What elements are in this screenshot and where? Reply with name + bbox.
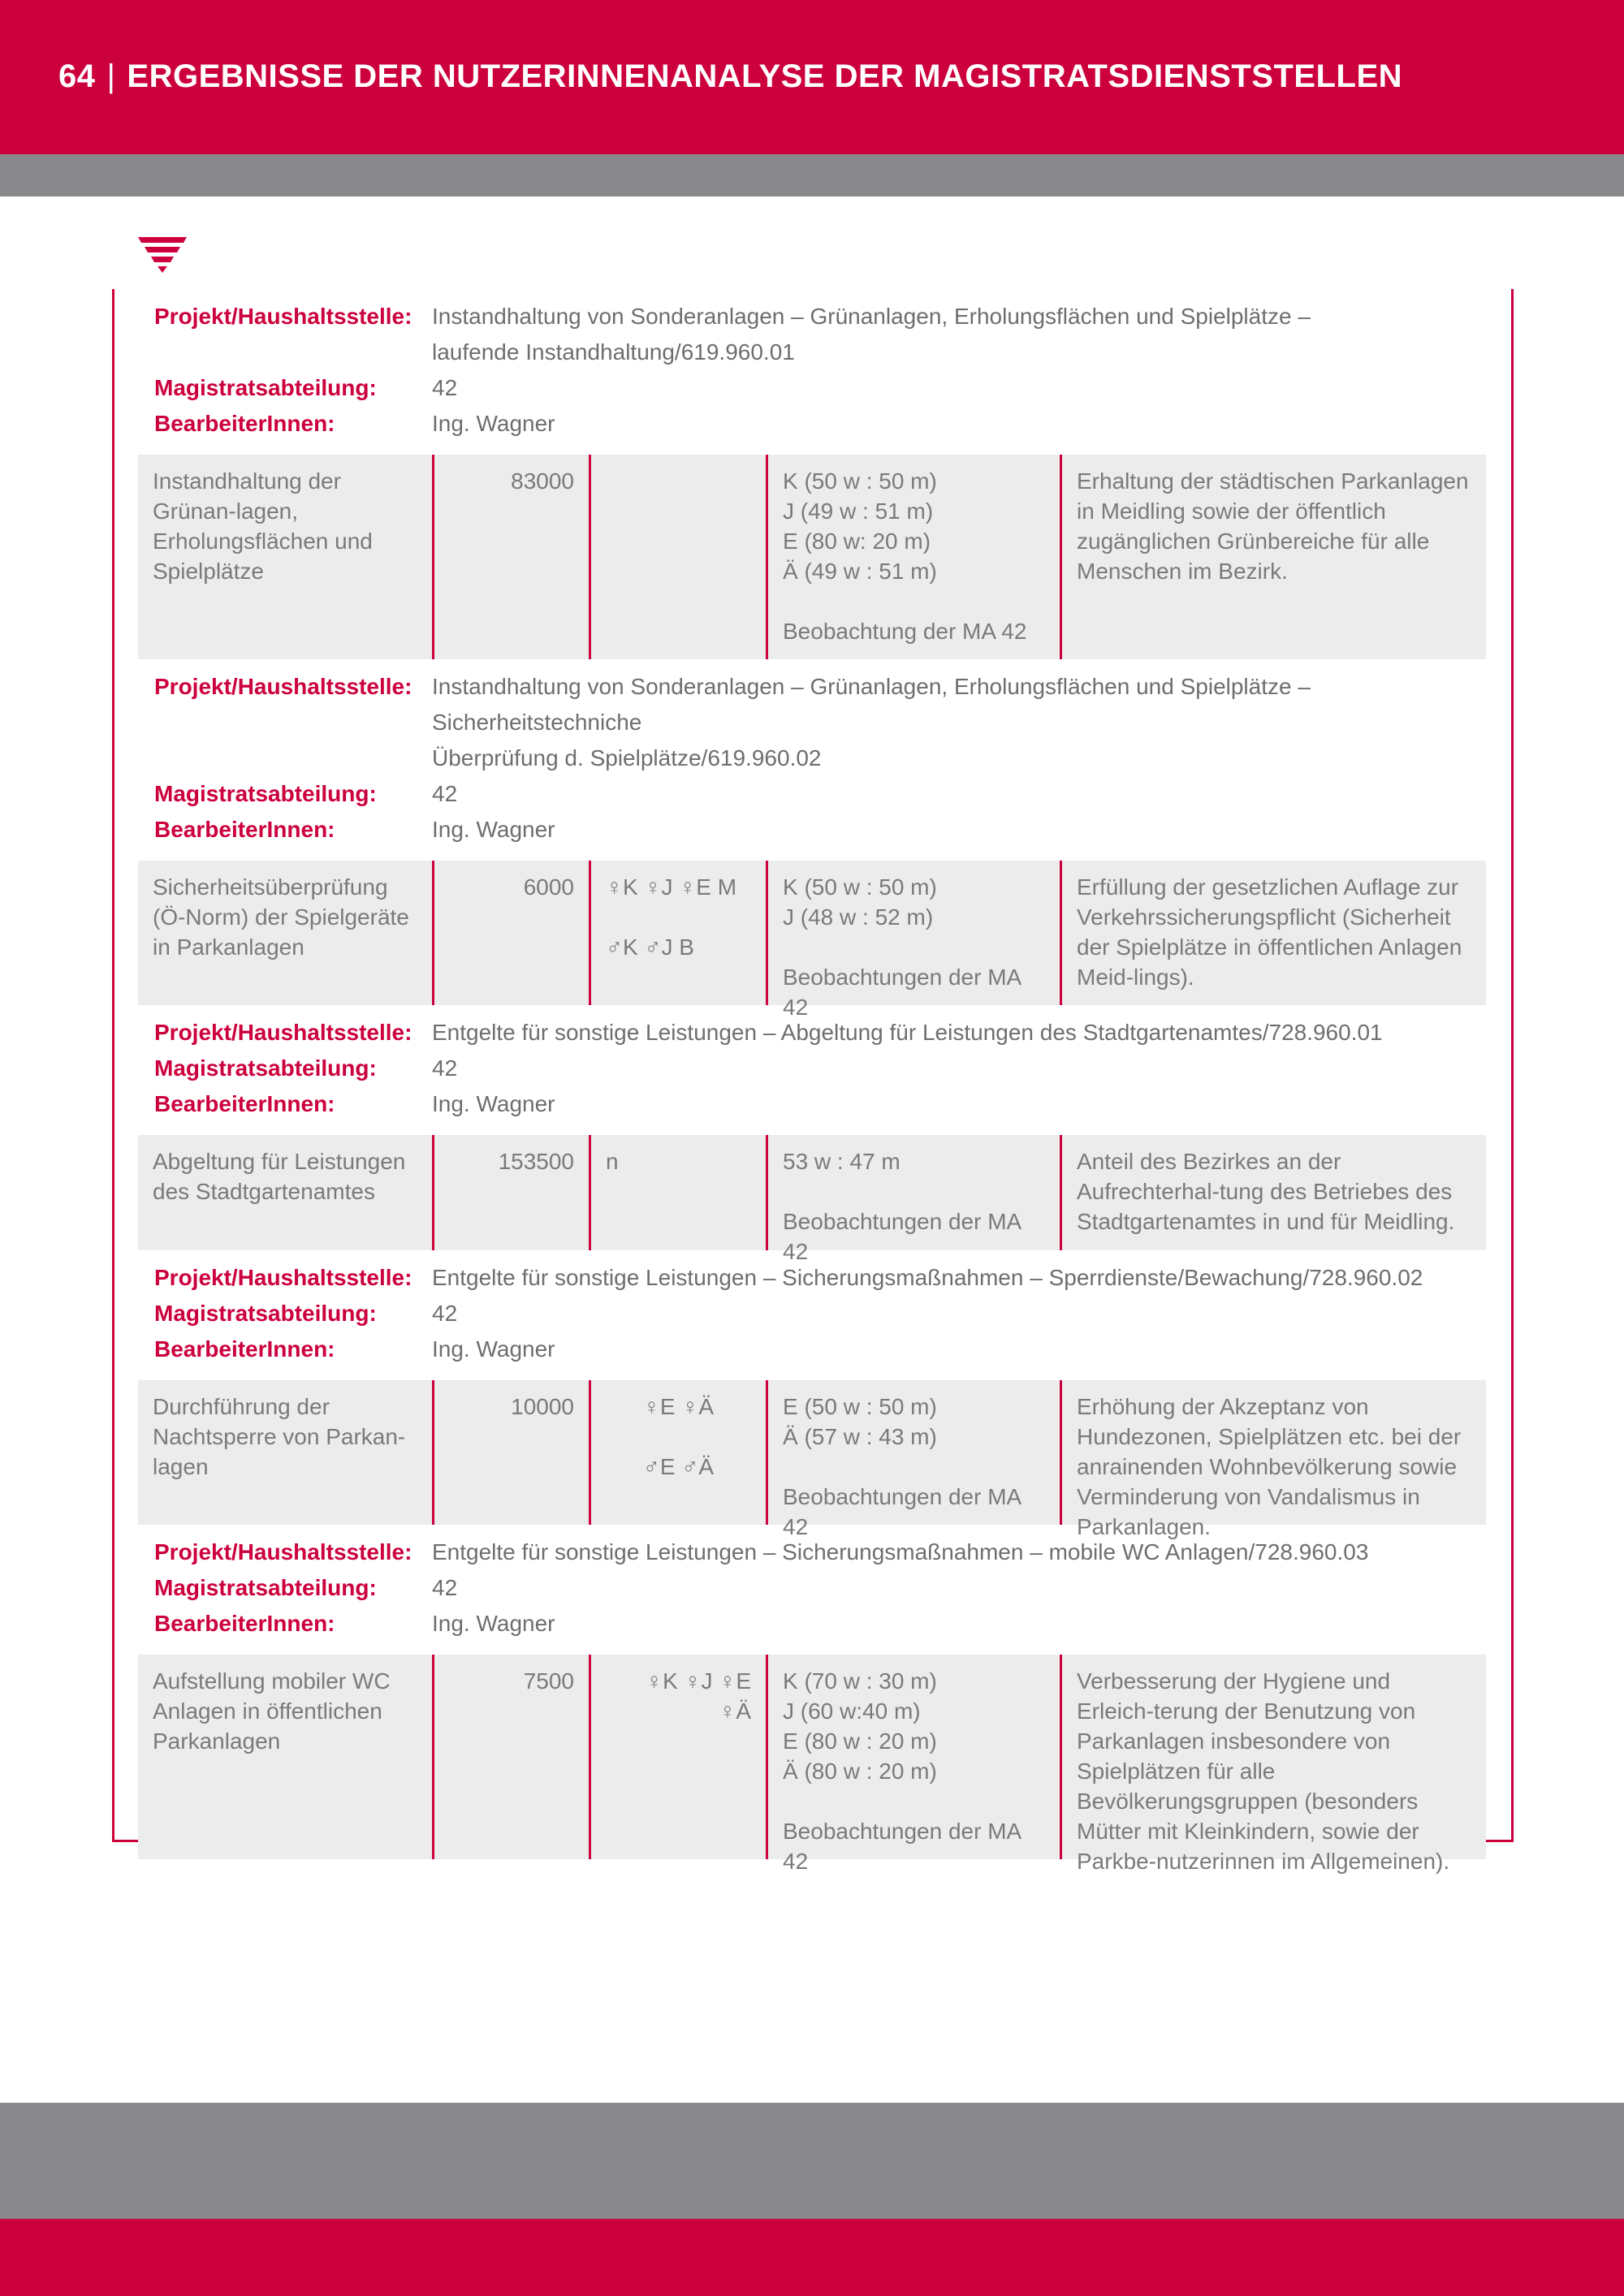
budget-amount: 7500 [432,1655,589,1859]
measure-description: Sicherheitsüberprüfung (Ö-Norm) der Spielgeräte in Parkanlagen [153,874,409,960]
project-label: Projekt/Haushaltsstelle: [154,674,412,699]
data-source: Beobachtungen der MA 42 [783,965,1021,1020]
header-band [0,0,1624,154]
ratio-line: 53 w : 47 m [783,1149,901,1174]
project-section [138,1015,1486,1264]
measure-goal: Erhöhung der Akzeptanz von Hundezonen, Spielplätzen etc. bei der anrainenden Wohnbevölkerung sowie Verminderung von Vandalismus in Parkanlagen. [1060,1380,1486,1525]
project-name: Entgelte für sonstige Leistungen – Sicherungsmaßnahmen – mobile WC Anlagen/728.960.03 [432,1539,1369,1564]
target-groups [589,455,766,659]
staff-value: Ing. Wagner [432,817,555,842]
measure-goal: Erfüllung der gesetzlichen Auflage zur Verkehrssicherungspflicht (Sicherheit der Spielplätze in öffentlichen Anlagen Meid-lings). [1060,861,1486,1005]
target-groups [589,861,766,1005]
target-groups-line: ♀K ♀J ♀E M [606,874,737,900]
page-title: ERGEBNISSE DER NUTZERINNENANALYSE DER MAGISTRATSDIENSTSTELLEN [127,58,1403,94]
project-name: Instandhaltung von Sonderanlagen – Grünanlagen, Erholungsflächen und Spielplätze – [432,304,1311,329]
target-groups-line: ♂E ♂Ä [642,1454,715,1479]
gender-ratios [766,861,1060,1020]
data-source: Beobachtungen der MA 42 [783,1819,1021,1874]
department-value: 42 [432,375,458,400]
department-label: Magistratsabteilung: [154,1055,377,1081]
section-marker-icon [138,237,187,273]
target-groups-line: ♀E ♀Ä [642,1394,715,1419]
table-row [138,1380,1486,1539]
department-value: 42 [432,781,458,806]
department-label: Magistratsabteilung: [154,1575,377,1600]
measure-goal: Erhaltung der städtischen Parkanlagen in Meidling sowie der öffentlich zugänglichen Grünbereiche für alle Menschen im Bezirk. [1060,455,1486,659]
project-label: Projekt/Haushaltsstelle: [154,304,412,329]
ratio-line: K (50 w : 50 m) [783,874,937,900]
target-groups-line: ♀K ♀J ♀E [646,1668,751,1694]
staff-value: Ing. Wagner [432,1611,555,1636]
gender-ratios [766,1380,1060,1539]
table-row [138,455,1486,659]
ratio-line: J (48 w : 52 m) [783,904,934,930]
project-name-cont: Überprüfung d. Spielplätze/619.960.02 [432,745,822,770]
project-name-cont: laufende Instandhaltung/619.960.01 [432,339,795,365]
data-source: Beobachtung der MA 42 [783,619,1027,644]
target-groups-line: n [606,1149,619,1174]
ratio-line: J (60 w:40 m) [783,1698,921,1724]
department-value: 42 [432,1301,458,1326]
department-value: 42 [432,1055,458,1081]
target-groups-line: ♂K ♂J B [606,934,694,960]
project-meta [138,299,1486,442]
department-label: Magistratsabteilung: [154,375,377,400]
staff-value: Ing. Wagner [432,1091,555,1116]
page-header [58,58,1402,95]
staff-label: BearbeiterInnen: [154,1336,335,1362]
table-row [138,1655,1486,1874]
project-meta [138,1015,1486,1122]
department-label: Magistratsabteilung: [154,781,377,806]
project-label: Projekt/Haushaltsstelle: [154,1539,412,1564]
project-meta [138,669,1486,848]
gender-ratios [766,1655,1060,1874]
staff-value: Ing. Wagner [432,411,555,436]
measure-goal: Anteil des Bezirkes an der Aufrechterhal-tung des Betriebes des Stadtgartenamtes in und für Meidling. [1060,1135,1486,1250]
budget-amount: 153500 [432,1135,589,1250]
header-separator: | [106,58,116,94]
project-name: Instandhaltung von Sonderanlagen – Grünanlagen, Erholungsflächen und Spielplätze – Sicherheitstechniche [432,674,1311,735]
project-meta [138,1534,1486,1642]
footer-gray-band [0,2103,1624,2219]
ratio-line: K (70 w : 30 m) [783,1668,937,1694]
staff-label: BearbeiterInnen: [154,817,335,842]
project-section [138,1260,1486,1539]
measure-goal: Verbesserung der Hygiene und Erleich-terung der Benutzung von Parkanlagen insbesondere von Spielplätzen für alle Bevölkerungsgruppen (besonders Mütter mit Kleinkindern, sowie der Parkbe-nutzerinnen im Allgemeinen). [1060,1655,1486,1859]
ratio-line: E (80 w: 20 m) [783,529,931,554]
ratio-line: J (49 w : 51 m) [783,498,934,524]
budget-amount: 83000 [432,455,589,659]
project-meta [138,1260,1486,1367]
project-label: Projekt/Haushaltsstelle: [154,1265,412,1290]
ratio-line: E (80 w : 20 m) [783,1728,937,1754]
ratio-line: E (50 w : 50 m) [783,1394,937,1419]
gender-ratios [766,1135,1060,1264]
data-source: Beobachtungen der MA 42 [783,1209,1021,1264]
ratio-line: Ä (57 w : 43 m) [783,1424,937,1449]
target-groups [589,1380,766,1525]
budget-amount: 10000 [432,1380,589,1525]
page-number: 64 [58,58,96,94]
table-row [138,1135,1486,1264]
project-section [138,299,1486,659]
project-section [138,1534,1486,1874]
budget-amount: 6000 [432,861,589,1005]
department-value: 42 [432,1575,458,1600]
measure-description: Durchführung der Nachtsperre von Parkan-lagen [153,1394,406,1479]
project-list [138,299,1486,1874]
measure-description: Instandhaltung der Grünan-lagen, Erholungsflächen und Spielplätze [153,468,373,584]
ratio-line: Ä (80 w : 20 m) [783,1759,937,1784]
target-groups [589,1655,766,1859]
staff-label: BearbeiterInnen: [154,411,335,436]
footer-red-band [0,2219,1624,2296]
header-gray-band [0,154,1624,196]
department-label: Magistratsabteilung: [154,1301,377,1326]
measure-description: Abgeltung für Leistungen des Stadtgartenamtes [153,1149,406,1204]
target-groups [589,1135,766,1250]
data-source: Beobachtungen der MA 42 [783,1484,1021,1539]
ratio-line: K (50 w : 50 m) [783,468,937,494]
staff-value: Ing. Wagner [432,1336,555,1362]
gender-ratios [766,455,1060,659]
measure-description: Aufstellung mobiler WC Anlagen in öffentlichen Parkanlagen [153,1668,391,1754]
project-label: Projekt/Haushaltsstelle: [154,1020,412,1045]
target-groups-line: ♀Ä [719,1698,751,1724]
staff-label: BearbeiterInnen: [154,1611,335,1636]
staff-label: BearbeiterInnen: [154,1091,335,1116]
table-row [138,861,1486,1020]
project-name: Entgelte für sonstige Leistungen – Abgeltung für Leistungen des Stadtgartenamtes/728.960.01 [432,1020,1383,1045]
ratio-line: Ä (49 w : 51 m) [783,559,937,584]
project-section [138,669,1486,1020]
project-name: Entgelte für sonstige Leistungen – Sicherungsmaßnahmen – Sperrdienste/Bewachung/728.960.02 [432,1265,1423,1290]
